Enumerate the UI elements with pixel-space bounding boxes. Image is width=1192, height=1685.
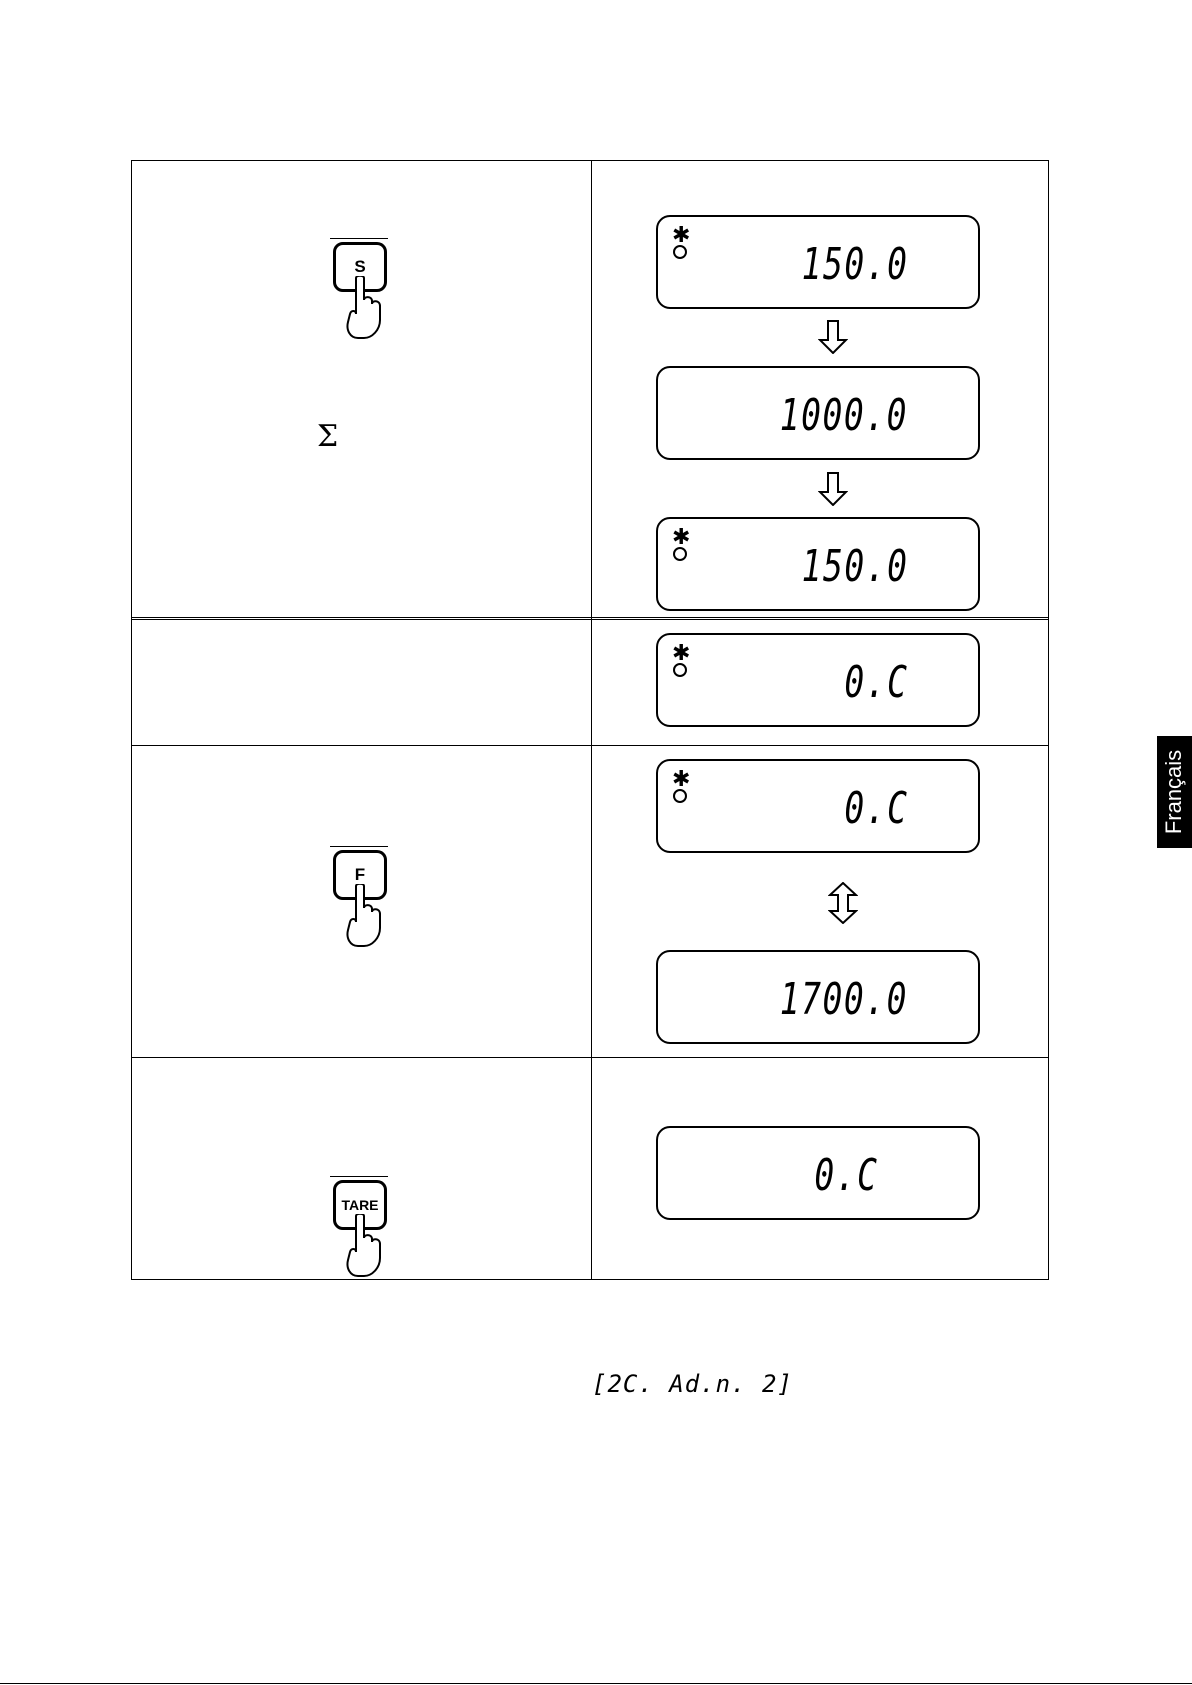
star-icon: ✱ xyxy=(672,525,691,550)
lcd-display xyxy=(656,759,980,853)
pressing-hand-icon xyxy=(344,1214,384,1278)
down-arrow-icon xyxy=(818,320,848,354)
tare-key-label: TARE xyxy=(333,1180,387,1230)
display-value: 0.C xyxy=(843,783,908,834)
display-value: 0.C xyxy=(813,1150,878,1201)
lcd-display xyxy=(656,366,980,460)
row-divider xyxy=(132,745,1048,746)
language-tab xyxy=(1157,736,1192,848)
star-icon: ✱ xyxy=(672,641,691,666)
stability-indicator xyxy=(672,641,692,677)
f-key-label: F xyxy=(333,850,387,900)
display-value: 150.0 xyxy=(801,239,908,290)
star-icon: ✱ xyxy=(672,767,691,792)
tare-key[interactable] xyxy=(330,1176,394,1282)
lcd-display xyxy=(656,1126,980,1220)
display-value: 0.C xyxy=(843,657,908,708)
stability-indicator xyxy=(672,767,692,803)
f-key[interactable] xyxy=(330,846,394,952)
stability-indicator xyxy=(672,525,692,561)
lcd-display xyxy=(656,950,980,1044)
s-key[interactable] xyxy=(330,238,394,344)
star-icon: ✱ xyxy=(672,223,691,248)
row-divider xyxy=(132,1057,1048,1058)
lcd-display xyxy=(656,633,980,727)
language-tab-label: Français xyxy=(1161,749,1187,835)
down-arrow-icon xyxy=(818,472,848,506)
column-divider xyxy=(591,161,592,1279)
up-down-arrow-icon xyxy=(828,882,858,924)
row-divider xyxy=(132,617,1048,620)
lcd-display xyxy=(656,215,980,309)
display-value: 150.0 xyxy=(801,541,908,592)
pressing-hand-icon xyxy=(344,276,384,340)
sum-symbol: Σ xyxy=(317,419,339,454)
display-value: 1000.0 xyxy=(779,390,908,441)
footer-rule xyxy=(0,1683,1192,1684)
display-value: 1700.0 xyxy=(779,974,908,1025)
s-key-label: S xyxy=(333,242,387,292)
lcd-display xyxy=(656,517,980,611)
menu-setting-note: [2C. Ad.n. 2] xyxy=(592,1370,793,1398)
pressing-hand-icon xyxy=(344,884,384,948)
stability-indicator xyxy=(672,223,692,259)
